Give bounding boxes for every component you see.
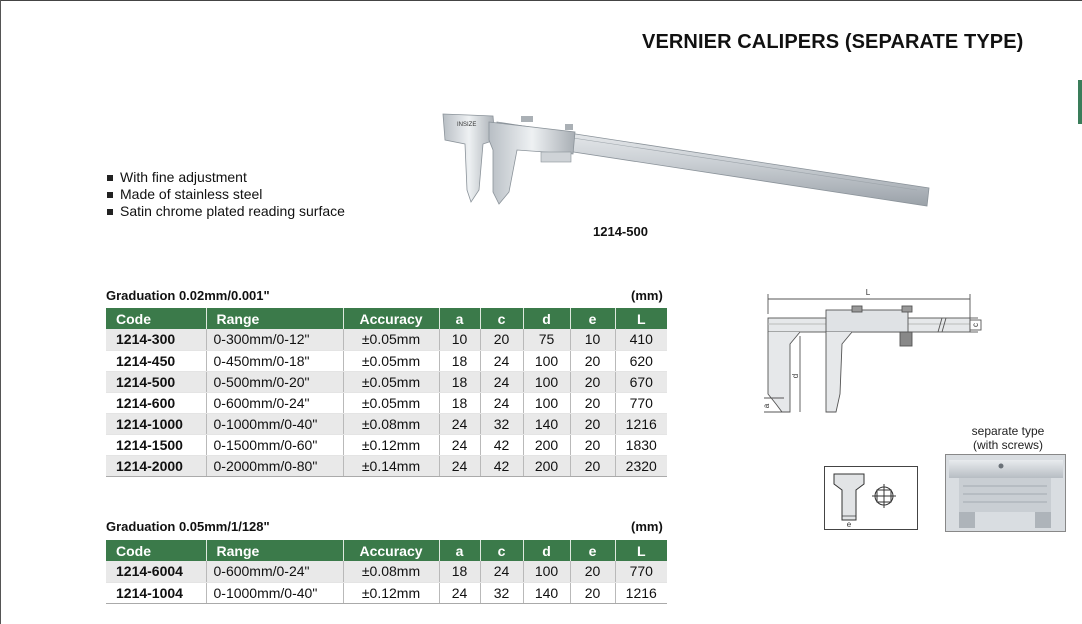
edge-tab-marker xyxy=(1078,80,1082,124)
table-row xyxy=(106,434,667,455)
column-header: d xyxy=(523,540,570,561)
caliper-product-image xyxy=(437,110,937,220)
table-cell: 200 xyxy=(523,455,570,476)
table-cell: 20 xyxy=(570,455,615,476)
table-cell: 770 xyxy=(615,561,667,582)
table-cell: 18 xyxy=(439,392,480,413)
table-cell: ±0.12mm xyxy=(343,434,439,455)
feature-list xyxy=(107,169,345,220)
table-row xyxy=(106,329,667,350)
column-header: d xyxy=(523,308,570,329)
table-cell: ±0.08mm xyxy=(343,561,439,582)
table-cell: 20 xyxy=(480,329,523,350)
table-cell: 20 xyxy=(570,392,615,413)
table-cell: 24 xyxy=(439,413,480,434)
table-cell: 770 xyxy=(615,392,667,413)
column-header: a xyxy=(439,308,480,329)
product-code-cell: 1214-1000 xyxy=(106,413,206,434)
product-code-cell: 1214-600 xyxy=(106,392,206,413)
table-cell: 620 xyxy=(615,350,667,371)
table-row xyxy=(106,371,667,392)
column-header: e xyxy=(570,308,615,329)
product-image-code: 1214-500 xyxy=(593,224,648,239)
table-cell: 2320 xyxy=(615,455,667,476)
table-cell: 32 xyxy=(480,582,523,603)
table-cell: ±0.05mm xyxy=(343,350,439,371)
product-code-cell: 1214-1500 xyxy=(106,434,206,455)
table-cell: 100 xyxy=(523,561,570,582)
table-cell: 0-600mm/0-24" xyxy=(206,561,343,582)
table-cell: 410 xyxy=(615,329,667,350)
dim-label-c: c xyxy=(971,323,980,327)
table-cell: ±0.05mm xyxy=(343,329,439,350)
square-bullet-icon xyxy=(107,209,113,215)
table-cell: 0-1500mm/0-60" xyxy=(206,434,343,455)
table-cell: 1216 xyxy=(615,582,667,603)
table-cell: 75 xyxy=(523,329,570,350)
dim-label-L: L xyxy=(865,288,871,297)
table-cell: 10 xyxy=(439,329,480,350)
table-cell: 10 xyxy=(570,329,615,350)
table-cell: 1216 xyxy=(615,413,667,434)
product-code-cell: 1214-300 xyxy=(106,329,206,350)
table-cell: ±0.05mm xyxy=(343,392,439,413)
table-row xyxy=(106,413,667,434)
spec-table-1 xyxy=(106,308,667,477)
table-cell: 18 xyxy=(439,561,480,582)
table-cell: 24 xyxy=(439,455,480,476)
table-cell: 0-300mm/0-12" xyxy=(206,329,343,350)
column-header: e xyxy=(570,540,615,561)
table-cell: 42 xyxy=(480,434,523,455)
page-title: VERNIER CALIPERS (SEPARATE TYPE) xyxy=(642,31,1024,53)
dimension-drawing xyxy=(756,284,982,420)
table-cell: 20 xyxy=(570,350,615,371)
product-code-cell: 1214-2000 xyxy=(106,455,206,476)
table-cell: 100 xyxy=(523,392,570,413)
table-cell: 24 xyxy=(439,434,480,455)
column-header: a xyxy=(439,540,480,561)
table-cell: 18 xyxy=(439,350,480,371)
table-cell: 42 xyxy=(480,455,523,476)
column-header: c xyxy=(480,308,523,329)
table-cell: ±0.14mm xyxy=(343,455,439,476)
table-cell: 24 xyxy=(480,350,523,371)
table-cell: 1830 xyxy=(615,434,667,455)
table-cell: 0-1000mm/0-40" xyxy=(206,582,343,603)
table-cell: 24 xyxy=(480,392,523,413)
table-cell: 0-600mm/0-24" xyxy=(206,392,343,413)
product-code-cell: 1214-6004 xyxy=(106,561,206,582)
column-header: Code xyxy=(106,540,206,561)
table-cell: 0-1000mm/0-40" xyxy=(206,413,343,434)
table-row xyxy=(106,392,667,413)
table-cell: 32 xyxy=(480,413,523,434)
unit-label-2: (mm) xyxy=(631,519,663,534)
table-header-row xyxy=(106,308,667,329)
column-header: L xyxy=(615,540,667,561)
feature-item: Made of stainless steel xyxy=(107,186,345,203)
dim-label-e: e xyxy=(846,520,852,529)
table-cell: ±0.08mm xyxy=(343,413,439,434)
table-cell: ±0.05mm xyxy=(343,371,439,392)
separate-type-label: separate type (with screws) xyxy=(971,424,1045,452)
dim-label-d: d xyxy=(791,373,800,379)
table-cell: 20 xyxy=(570,561,615,582)
table-row xyxy=(106,582,667,603)
table-cell: 670 xyxy=(615,371,667,392)
graduation-caption-1: Graduation 0.02mm/0.001" xyxy=(106,288,270,303)
graduation-caption-2: Graduation 0.05mm/1/128" xyxy=(106,519,270,534)
table-row xyxy=(106,455,667,476)
table-header-row xyxy=(106,540,667,561)
column-header: c xyxy=(480,540,523,561)
table-cell: 100 xyxy=(523,350,570,371)
table-cell: 0-2000mm/0-80" xyxy=(206,455,343,476)
square-bullet-icon xyxy=(107,175,113,181)
feature-item: Satin chrome plated reading surface xyxy=(107,203,345,220)
page-left-border xyxy=(0,0,1,624)
column-header: Range xyxy=(206,308,343,329)
column-header: Range xyxy=(206,540,343,561)
product-code-cell: 1214-450 xyxy=(106,350,206,371)
separate-type-photo xyxy=(945,454,1066,532)
jaw-section-inset xyxy=(824,466,918,530)
table-cell: 100 xyxy=(523,371,570,392)
product-code-cell: 1214-500 xyxy=(106,371,206,392)
product-code-cell: 1214-1004 xyxy=(106,582,206,603)
spec-table-2 xyxy=(106,540,667,604)
dim-label-a: a xyxy=(762,403,771,409)
table-cell: 20 xyxy=(570,413,615,434)
square-bullet-icon xyxy=(107,192,113,198)
table-cell: 24 xyxy=(480,371,523,392)
table-cell: 0-500mm/0-20" xyxy=(206,371,343,392)
table-cell: 20 xyxy=(570,434,615,455)
column-header: Accuracy xyxy=(343,540,439,561)
table-cell: 200 xyxy=(523,434,570,455)
unit-label-1: (mm) xyxy=(631,288,663,303)
table-cell: ±0.12mm xyxy=(343,582,439,603)
table-cell: 140 xyxy=(523,582,570,603)
table-row xyxy=(106,561,667,582)
column-header: Code xyxy=(106,308,206,329)
table-cell: 20 xyxy=(570,582,615,603)
table-cell: 24 xyxy=(480,561,523,582)
table-cell: 0-450mm/0-18" xyxy=(206,350,343,371)
table-cell: 24 xyxy=(439,582,480,603)
table-cell: 20 xyxy=(570,371,615,392)
table-cell: 18 xyxy=(439,371,480,392)
column-header: Accuracy xyxy=(343,308,439,329)
column-header: L xyxy=(615,308,667,329)
page-top-border xyxy=(0,0,1082,3)
table-row xyxy=(106,350,667,371)
table-cell: 140 xyxy=(523,413,570,434)
feature-item: With fine adjustment xyxy=(107,169,345,186)
brand-logo: INSIZE xyxy=(457,122,477,128)
